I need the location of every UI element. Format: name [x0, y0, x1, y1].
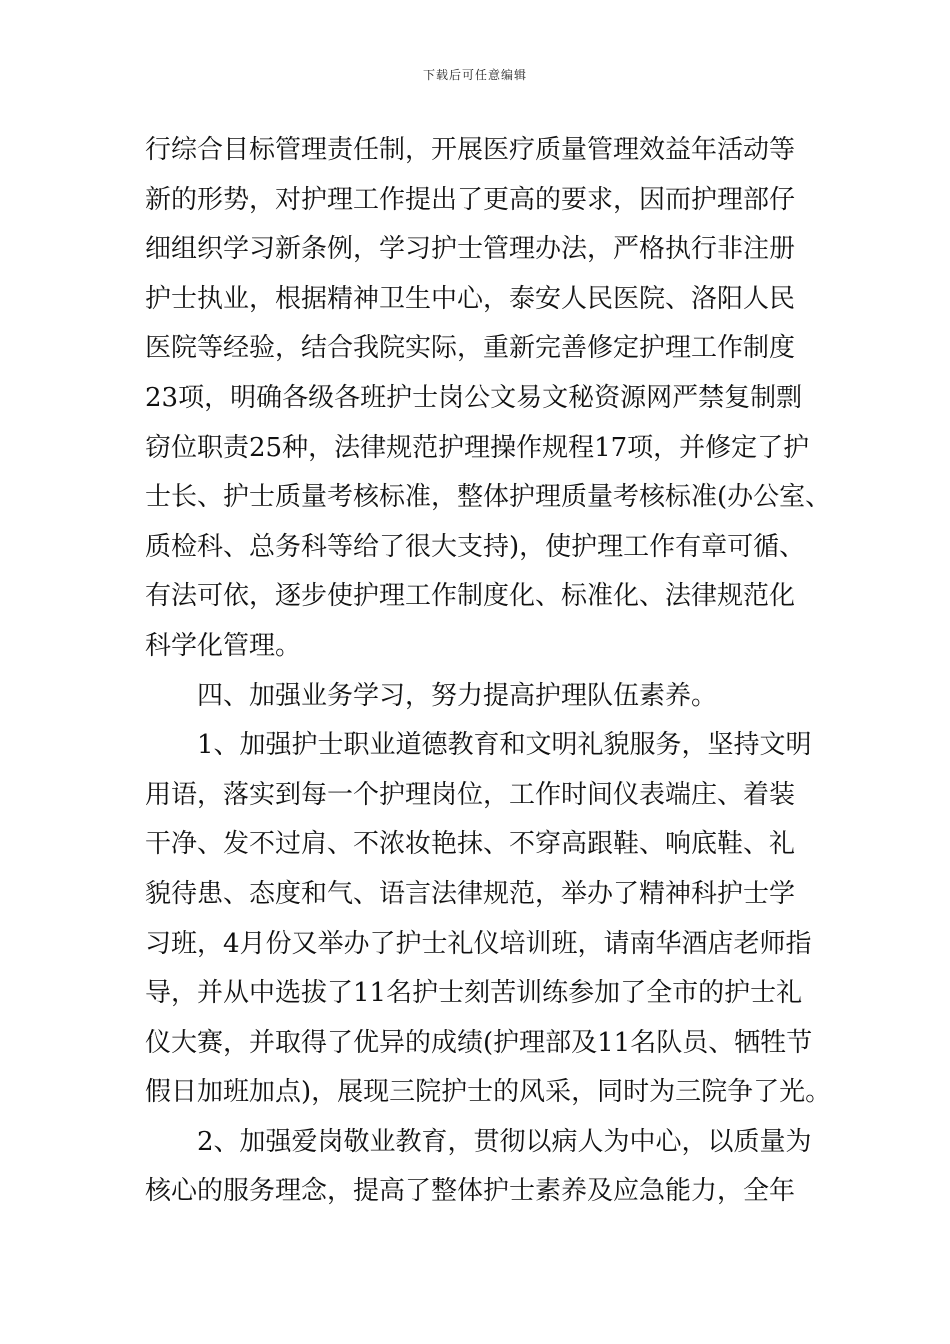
text-line: 医院等经验，结合我院实际，重新完善修定护理工作制度 [145, 333, 796, 364]
text-line: 行综合目标管理责任制，开展医疗质量管理效益年活动等 [145, 135, 796, 165]
text-line: 新的形势，对护理工作提出了更高的要求，因而护理部仔 [145, 184, 796, 215]
text-line: 2、加强爱岗敬业教育，贯彻以病人为中心，以质量为 [197, 1126, 812, 1157]
text-line: 四、加强业务学习，努力提高护理队伍素养。 [197, 680, 718, 711]
text-line: 护士执业，根据精神卫生中心，泰安人民医院、洛阳人民 [145, 283, 796, 314]
text-line: 假日加班加点)，展现三院护士的风采，同时为三院争了光。 [145, 1077, 832, 1108]
text-line: 习班，4月份又举办了护士礼仪培训班，请南华酒店老师指 [145, 928, 812, 959]
text-line: 细组织学习新条例，学习护士管理办法，严格执行非注册 [145, 234, 796, 265]
text-line: 干净、发不过肩、不浓妆艳抹、不穿高跟鞋、响底鞋、礼 [145, 829, 796, 860]
text-line: 仪大赛，并取得了优异的成绩(护理部及11名队员、牺牲节 [145, 1027, 813, 1058]
text-line: 23项，明确各级各班护士岗公文易文秘资源网严禁复制剽 [145, 382, 803, 413]
text-line: 士长、护士质量考核标准，整体护理质量考核标准(办公室、 [145, 482, 832, 513]
text-line: 质检科、总务科等给了很大支持)，使护理工作有章可循、 [145, 531, 806, 562]
text-line: 导，并从中选拔了11名护士刻苦训练参加了全市的护士礼 [145, 978, 803, 1009]
text-line: 有法可依，逐步使护理工作制度化、标准化、法律规范化 [145, 581, 796, 612]
body-text [145, 126, 832, 1217]
text-line: 科学化管理。 [145, 630, 302, 661]
text-line: 1、加强护士职业道德教育和文明礼貌服务，坚持文明 [197, 730, 812, 761]
text-line: 窃位职责25种，法律规范护理操作规程17项，并修定了护 [145, 432, 810, 463]
text-line: 貌待患、态度和气、语言法律规范，举办了精神科护士学 [145, 878, 796, 909]
text-line: 用语，落实到每一个护理岗位，工作时间仪表端庄、着装 [145, 779, 796, 810]
text-line: 核心的服务理念，提高了整体护士素养及应急能力，全年 [145, 1176, 796, 1207]
page-header: 下载后可任意编辑 [422, 68, 527, 82]
